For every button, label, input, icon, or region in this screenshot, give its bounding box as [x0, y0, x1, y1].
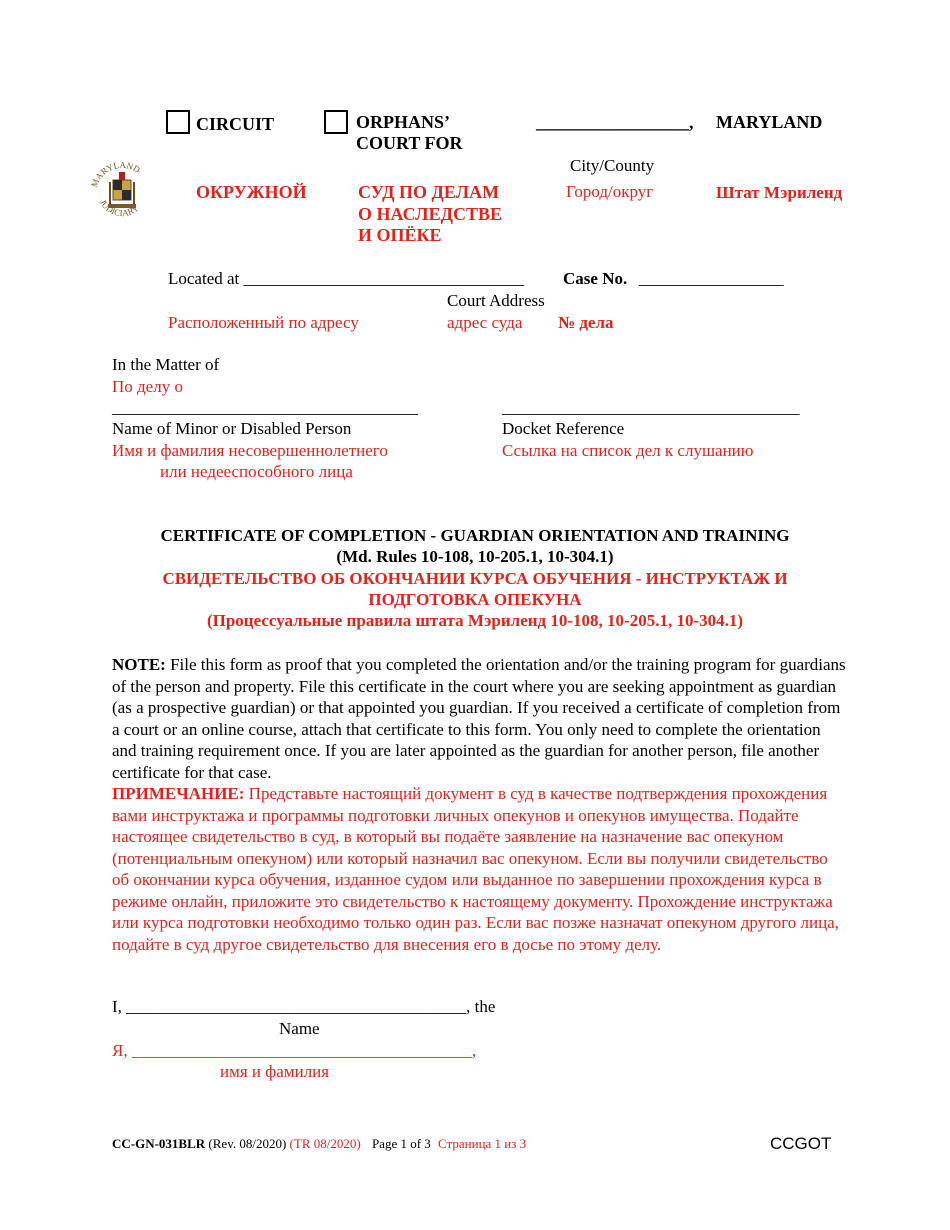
circuit-checkbox[interactable]	[166, 110, 190, 134]
located-at-field[interactable]: Located at _________________________________	[168, 269, 525, 288]
footer	[112, 1136, 526, 1152]
seal-text-bottom: JUDICIARY	[97, 197, 141, 219]
maryland-judiciary-seal	[86, 148, 158, 232]
form-title-ru-1: СВИДЕТЕЛЬСТВО ОБ ОКОНЧАНИИ КУРСА ОБУЧЕНИЯ - ИНСТРУКТАЖ И	[162, 569, 788, 588]
page-number-ru: Страница 1 из 3	[438, 1136, 527, 1151]
declarant-name-field[interactable]: I, ________________________________________, the	[112, 997, 496, 1016]
declarant-name-caption-ru: имя и фамилия	[220, 1062, 330, 1081]
case-number-label-ru: № дела	[558, 313, 614, 332]
minor-name-caption-ru-1: Имя и фамилия несовершеннолетнего	[112, 441, 388, 460]
orphans-court-label-2: COURT FOR	[356, 133, 463, 153]
docket-reference-caption: Docket Reference	[502, 419, 625, 438]
note-paragraph-ru	[112, 783, 847, 955]
orphans-court-label-ru-1: СУД ПО ДЕЛАМ	[358, 182, 500, 202]
docket-reference-caption-ru: Ссылка на список дел к слушанию	[502, 441, 754, 460]
declarant-name-caption: Name	[279, 1019, 320, 1038]
page-number: Page 1 of 3	[371, 1136, 431, 1151]
city-county-caption-ru: Город/округ	[566, 182, 654, 201]
form-title-rules: (Md. Rules 10-108, 10-205.1, 10-304.1)	[336, 547, 614, 566]
court-address-caption-ru: адрес суда	[447, 313, 523, 332]
declarant-name-field-ru[interactable]: Я, ________________________________________,	[112, 1041, 477, 1060]
note-label-ru: ПРИМЕЧАНИЕ:	[112, 784, 245, 803]
orphans-court-label-ru-2: О НАСЛЕДСТВЕ	[358, 204, 502, 224]
orphans-court-checkbox[interactable]	[324, 110, 348, 134]
state-label-ru: Штат Мэриленд	[716, 183, 843, 202]
form-revision: (Rev. 08/2020)	[205, 1136, 290, 1151]
note-label: NOTE:	[112, 655, 166, 674]
located-at-label-ru: Расположенный по адресу	[168, 313, 359, 332]
orphans-court-label-ru-3: И ОПЁКЕ	[358, 225, 442, 245]
circuit-label: CIRCUIT	[196, 114, 275, 134]
in-the-matter-label-ru: По делу о	[112, 377, 183, 396]
docket-reference-blank[interactable]: ___________________________________	[502, 398, 800, 417]
minor-name-caption-ru-2: или недееспособного лица	[160, 462, 353, 481]
circuit-label-ru: ОКРУЖНОЙ	[196, 182, 307, 202]
note-text-ru: Представьте настоящий документ в суд в качестве подтверждения прохождения вами инструктажа и программы подготовки личных опекунов и опекунов имущества. Подайте настоящее свидетельство в суд, в который вы подаёте заявление на назначение вас опекуном (потенциальным опекуном) или который назначил вас опекуном. Если вы получили свидетельство об окончании курса обучения, изданное судом или выданное по завершении прохождения курса в режиме онлайн, приложите это свидетельство к настоящему документу. Прохождение инструктажа или курса подготовки необходимо только один раз. Если вас позже назначат опекуном другого лица, подайте в суд другое свидетельство для внесения его в досье по этому делу.	[112, 784, 839, 954]
form-title-ru-2: ПОДГОТОВКА ОПЕКУНА	[368, 590, 582, 609]
maryland-label: MARYLAND	[716, 112, 823, 132]
case-number-blank[interactable]: _________________	[639, 269, 784, 288]
form-id: CC-GN-031BLR	[112, 1136, 206, 1151]
translation-revision: (TR 08/2020)	[289, 1136, 361, 1151]
court-address-caption: Court Address	[447, 291, 545, 310]
minor-name-caption: Name of Minor or Disabled Person	[112, 419, 352, 438]
form-title-ru-rules: (Процессуальные правила штата Мэриленд 10-108, 10-205.1, 10-304.1)	[206, 611, 744, 630]
form-code: CCGOT	[770, 1134, 832, 1153]
seal-text-top: MARYLAND	[89, 159, 142, 189]
note-text: File this form as proof that you completed the orientation and/or the training program for guardians of the person and property. File this certificate in the court where you are seeking appointment as guardian (as a prospective guardian) or that appointed you guardian. If you received a certificate of completion from a court or an online course, attach that certificate to this form. You only need to complete the orientation and training requirement once. If you are later appointed as the guardian for another person, file another certificate for that case.	[112, 655, 846, 782]
in-the-matter-label: In the Matter of	[112, 355, 220, 374]
city-county-blank[interactable]: _________________,	[536, 112, 694, 132]
orphans-court-label-1: ORPHANS’	[356, 112, 450, 132]
note-paragraph	[112, 654, 847, 783]
case-number-label: Case No.	[563, 269, 628, 288]
form-title: CERTIFICATE OF COMPLETION - GUARDIAN ORIENTATION AND TRAINING	[160, 526, 790, 545]
minor-name-blank[interactable]: ____________________________________	[112, 398, 418, 417]
city-county-caption: City/County	[570, 156, 655, 175]
